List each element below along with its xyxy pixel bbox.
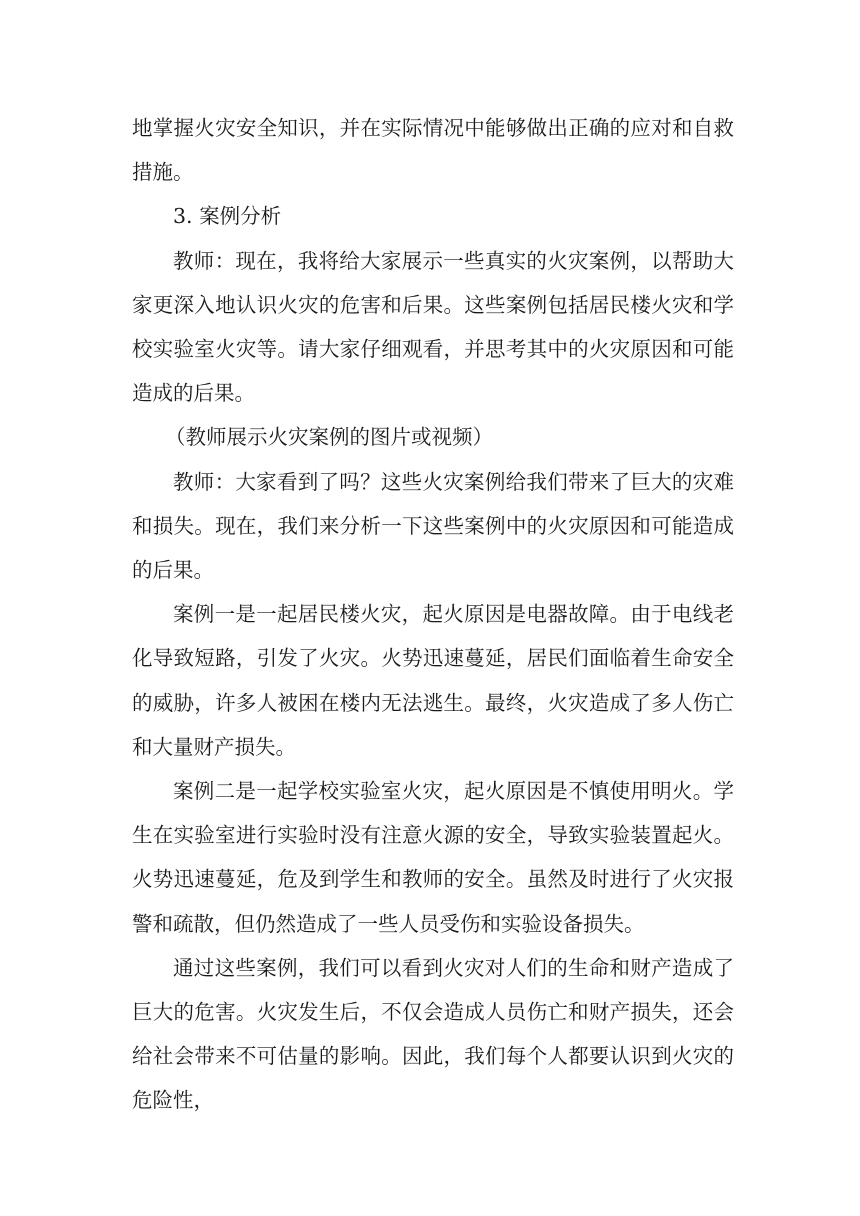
paragraph-case-one: 案例一是一起居民楼火灾，起火原因是电器故障。由于电线老化导致短路，引发了火灾。火势迅速蔓延，居民们面临着生命安全的威胁，许多人被困在楼内无法逃生。最终，火灾造成了多人伤亡和大量财产损失。: [132, 602, 734, 759]
body-text: [132, 106, 734, 1123]
paragraph-case-two: 案例二是一起学校实验室火灾，起火原因是不慎使用明火。学生在实验室进行实验时没有注意火源的安全，导致实验装置起火。火势迅速蔓延，危及到学生和教师的安全。虽然及时进行了火灾报警和疏散，但仍然造成了一些人员受伤和实验设备损失。: [132, 779, 734, 936]
paragraph-teacher-intro: 教师：现在，我将给大家展示一些真实的火灾案例，以帮助大家更深入地认识火灾的危害和后果。这些案例包括居民楼火灾和学校实验室火灾等。请大家仔细观看，并思考其中的火灾原因和可能造成的后果。: [132, 248, 734, 406]
section-heading-case-analysis: 3. 案例分析: [173, 204, 282, 229]
stage-direction: （教师展示火灾案例的图片或视频）: [165, 425, 493, 450]
paragraph-continuation: 地掌握火灾安全知识，并在实际情况中能够做出正确的应对和自救措施。: [132, 116, 734, 185]
paragraph-conclusion: 通过这些案例，我们可以看到火灾对人们的生命和财产造成了巨大的危害。火灾发生后，不仅会造成人员伤亡和财产损失，还会给社会带来不可估量的影响。因此，我们每个人都要认识到火灾的危险性，: [132, 955, 734, 1113]
paragraph-teacher-question: 教师：大家看到了吗？这些火灾案例给我们带来了巨大的灾难和损失。现在，我们来分析一下这些案例中的火灾原因和可能造成的后果。: [132, 469, 734, 583]
